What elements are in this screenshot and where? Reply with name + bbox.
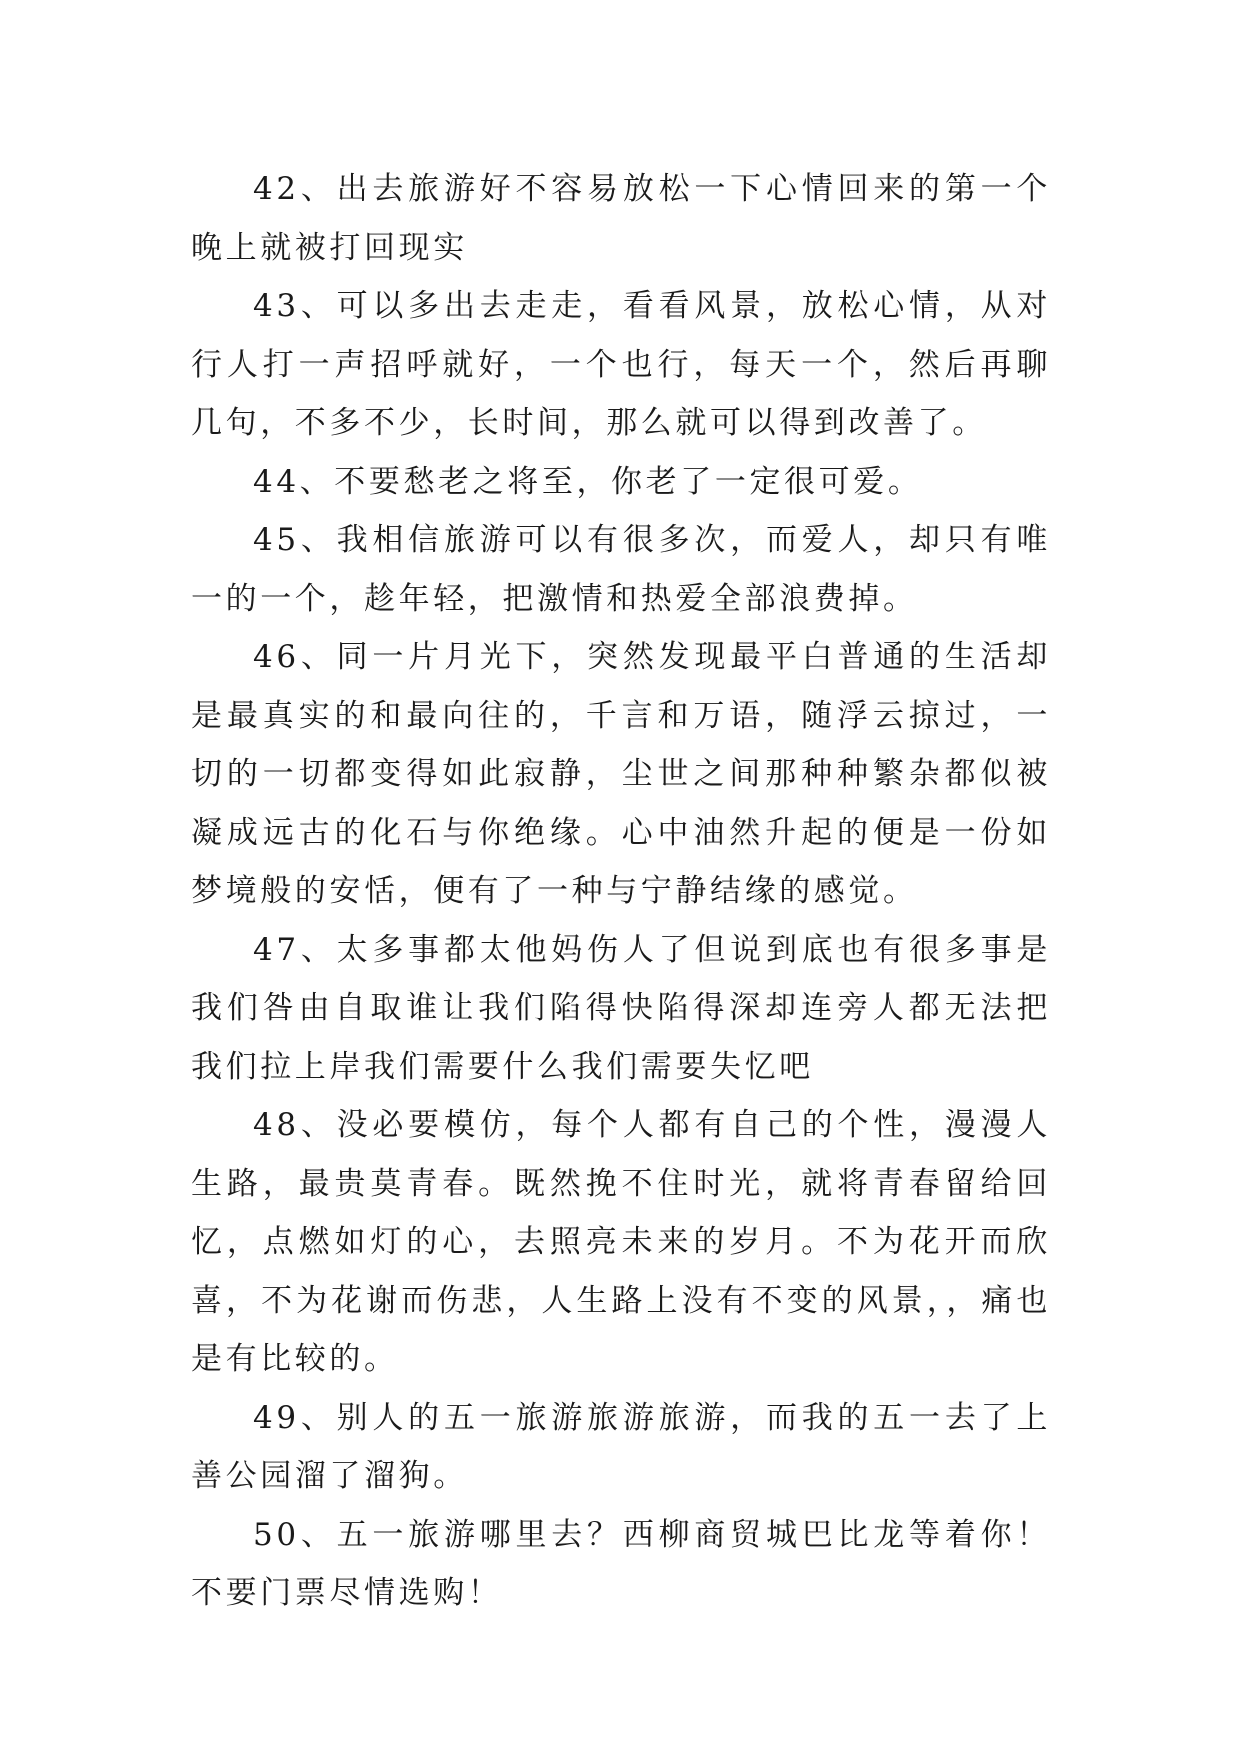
- paragraph-42: 42、出去旅游好不容易放松一下心情回来的第一个晚上就被打回现实: [191, 171, 1051, 266]
- paragraph-47: 47、太多事都太他妈伤人了但说到底也有很多事是我们咎由自取谁让我们陷得快陷得深却连旁人都无法把我们拉上岸我们需要什么我们需要失忆吧: [191, 931, 1051, 1085]
- paragraph-46: 46、同一片月光下，突然发现最平白普通的生活却是最真实的和最向往的，千言和万语，随浮云掠过，一切的一切都变得如此寂静，尘世之间那种种繁杂都似被凝成远古的化石与你绝缘。心中油然升起的便是一份如梦境般的安恬，便有了一种与宁静结缘的感觉。: [191, 639, 1051, 909]
- paragraph-44: 44、不要愁老之将至，你老了一定很可爱。: [253, 463, 923, 500]
- document-body: [191, 160, 1051, 1623]
- paragraph-48: 48、没必要模仿，每个人都有自己的个性，漫漫人生路，最贵莫青春。既然挽不住时光，就将青春留给回忆，点燃如灯的心，去照亮未来的岁月。不为花开而欣喜，不为花谢而伤悲，人生路上没有不变的风景，，痛也是有比较的。: [191, 1107, 1051, 1377]
- paragraph-43: 43、可以多出去走走，看看风景，放松心情，从对行人打一声招呼就好，一个也行，每天一个，然后再聊几句，不多不少，长时间，那么就可以得到改善了。: [191, 288, 1051, 441]
- paragraph-50: 50、五一旅游哪里去？西柳商贸城巴比龙等着你！不要门票尽情选购！: [191, 1516, 1051, 1611]
- paragraph-45: 45、我相信旅游可以有很多次，而爱人，却只有唯一的一个，趁年轻，把激情和热爱全部浪费掉。: [191, 522, 1051, 617]
- paragraph-49: 49、别人的五一旅游旅游旅游，而我的五一去了上善公园溜了溜狗。: [191, 1399, 1051, 1494]
